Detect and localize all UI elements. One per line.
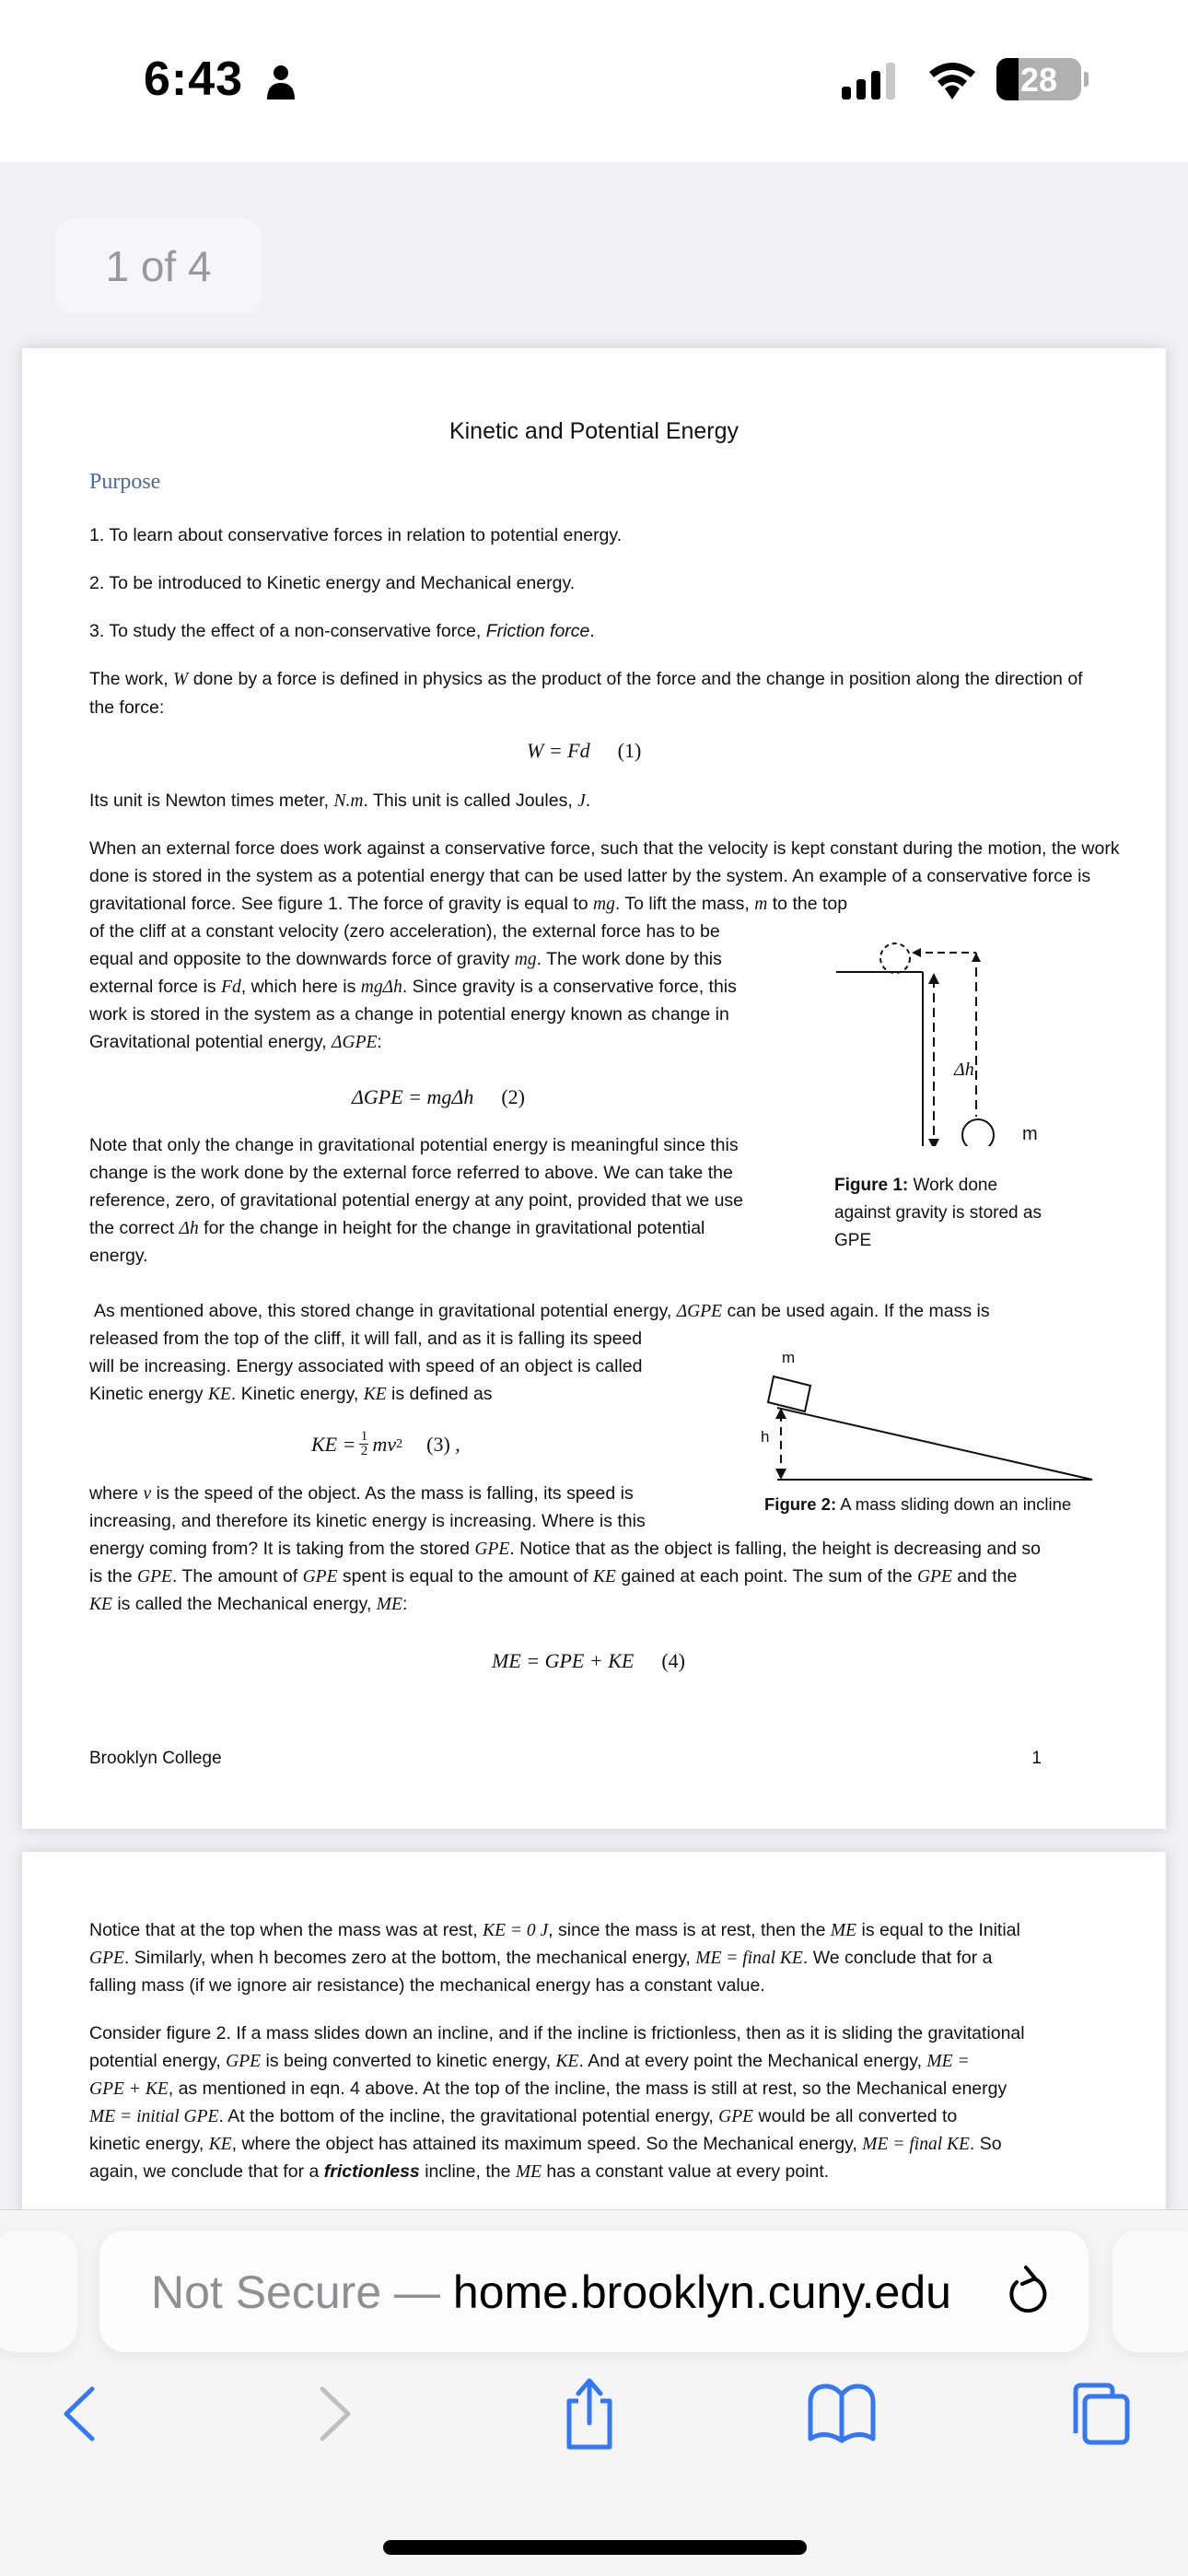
person-icon	[265, 64, 297, 100]
p2-para2-line-6: again, we conclude that for a frictionless incline, the ME has a constant value at every point.	[89, 2161, 830, 2182]
note-line-2: change is the work done by the external force referred to above. We can take the	[89, 1163, 733, 1183]
pdf-page-2	[22, 1852, 1166, 2220]
purpose-item-2: 2. To be introduced to Kinetic energy and Mechanical energy.	[89, 573, 576, 593]
p2-para1-line-2: GPE. Similarly, when h becomes zero at the bottom, the mechanical energy, ME = final KE. We conclude that for a	[89, 1948, 993, 1968]
conservative-line-6: external force is Fd, which here is mgΔh. Since gravity is a conservative force, this	[89, 977, 737, 997]
document-title: Kinetic and Potential Energy	[448, 418, 740, 444]
figure-1-mass-label: m	[1022, 1124, 1038, 1144]
conservative-paragraph: When an external force does work against a conservative force, such that the velocity is kept constant during the motion, the work done is stored in the system as a potential energy that can be used latter by the system. An example of a conservative force is gravitational force. See figure 1. The force of gravity is equal to mg. To lift the mass, m to the top	[89, 838, 1120, 914]
tabs-icon[interactable]	[1066, 2382, 1131, 2446]
ke-line-1: As mentioned above, this stored change in gravitational potential energy, ΔGPE can be used again. If the mass is	[94, 1301, 990, 1321]
figure-1-caption: Figure 1: Work done against gravity is stored as GPE	[834, 1176, 1042, 1250]
figure-2-incline-diagram	[740, 1352, 1109, 1500]
next-tab-preview[interactable]	[1112, 2231, 1188, 2352]
not-secure-label: Not Secure —	[151, 2266, 453, 2318]
ke-line-2: released from the top of the cliff, it will fall, and as it is falling its speed	[89, 1329, 643, 1349]
purpose-item-1: 1. To learn about conservative forces in relation to potential energy.	[89, 525, 623, 545]
equation-1: W = Fd (1)	[527, 739, 642, 762]
address-text[interactable]	[151, 2266, 951, 2319]
p2-para2-line-3: GPE + KE, as mentioned in eqn. 4 above. At the top of the incline, the mass is still at rest, so the Mechanical energy	[89, 2078, 1007, 2099]
unit-paragraph: Its unit is Newton times meter, N.m. This unit is called Joules, J.	[89, 790, 591, 811]
equation-2: ΔGPE = mgΔh (2)	[352, 1085, 525, 1108]
status-bar	[0, 0, 1188, 162]
p2-para2-line-5: kinetic energy, KE, where the object has attained its maximum speed. So the Mechanical energy, ME = final KE. So	[89, 2134, 1002, 2154]
page-indicator: 1 of 4	[55, 218, 262, 314]
page-footer-number: 1	[1031, 1749, 1042, 1768]
p2-para2-line-1: Consider figure 2. If a mass slides down an incline, and if the incline is frictionless, then as it is sliding the gravitational	[89, 2023, 1025, 2043]
speed-line-1: where v is the speed of the object. As the mass is falling, its speed is	[89, 1483, 634, 1504]
speed-line-3: energy coming from? It is taking from the stored GPE. Notice that as the object is falling, the height is decreasing and so	[89, 1539, 1041, 1559]
battery-icon	[996, 58, 1081, 100]
ke-line-3: will be increasing. Energy associated with speed of an object is called	[89, 1356, 643, 1376]
bookmarks-icon[interactable]	[807, 2382, 877, 2446]
back-chevron-icon[interactable]	[55, 2382, 101, 2446]
p2-para2-line-4: ME = initial GPE. At the bottom of the incline, the gravitational potential energy, GPE would be all converted to	[89, 2106, 958, 2126]
figure-2-caption: Figure 2: A mass sliding down an incline	[764, 1494, 1072, 1514]
purpose-item-3: 3. To study the effect of a non-conservative force, Friction force.	[89, 621, 595, 641]
conservative-line-8: Gravitational potential energy, ΔGPE:	[89, 1032, 382, 1052]
equation-3: KE = 1 2 mv 2 (3) ,	[311, 1429, 460, 1458]
speed-line-4: is the GPE. The amount of GPE spent is equal to the amount of KE gained at each point. The sum of the GPE and the	[89, 1566, 1018, 1587]
equation-4: ME = GPE + KE (4)	[492, 1649, 685, 1672]
conservative-line-5: equal and opposite to the downwards force of gravity mg. The work done by this	[89, 949, 722, 969]
reload-icon[interactable]	[1002, 2262, 1054, 2321]
battery-cap	[1084, 72, 1089, 87]
previous-tab-preview[interactable]	[0, 2231, 77, 2352]
forward-chevron-icon[interactable]	[313, 2382, 359, 2446]
figure-2-height-label: h	[761, 1428, 770, 1446]
figure-2-mass-label: m	[782, 1349, 796, 1366]
address-domain: home.brooklyn.cuny.edu	[452, 2266, 951, 2318]
p2-para2-line-2: potential energy, GPE is being converted to kinetic energy, KE. And at every point the Mechanical energy, ME =	[89, 2051, 970, 2071]
p2-para1-line-3: falling mass (if we ignore air resistance) the mechanical energy has a constant value.	[89, 1975, 765, 1996]
page-footer-institution: Brooklyn College	[89, 1749, 222, 1768]
note-line-4: the correct Δh for the change in height for the change in gravitational potential	[89, 1218, 705, 1238]
p2-para1-line-1: Notice that at the top when the mass was at rest, KE = 0 J, since the mass is at rest, then the ME is equal to the Initial	[89, 1920, 1020, 1940]
battery-level: 28	[1019, 61, 1058, 99]
note-line-5: energy.	[89, 1246, 148, 1266]
work-paragraph: The work, W done by a force is defined in physics as the product of the force and the change in position along the direction of the force:	[89, 669, 1083, 718]
speed-line-5: KE is called the Mechanical energy, ME:	[89, 1594, 408, 1614]
speed-line-2: increasing, and therefore its kinetic energy is increasing. Where is this	[89, 1511, 646, 1531]
conservative-line-7: work is stored in the system as a change in potential energy known as change in	[89, 1004, 729, 1025]
pdf-page-1	[22, 348, 1166, 1829]
ke-line-4: Kinetic energy KE. Kinetic energy, KE is defined as	[89, 1384, 493, 1404]
share-icon[interactable]	[560, 2377, 619, 2451]
home-indicator[interactable]	[383, 2540, 807, 2555]
conservative-line-4: of the cliff at a constant velocity (zero acceleration), the external force has to be	[89, 921, 720, 942]
address-bar[interactable]	[99, 2231, 1089, 2352]
figure-1-cliff-diagram	[833, 934, 1072, 1146]
status-time: 6:43	[144, 53, 244, 106]
purpose-heading: Purpose	[89, 470, 161, 494]
note-line-1: Note that only the change in gravitational potential energy is meaningful since this	[89, 1135, 739, 1155]
wifi-icon	[926, 59, 978, 100]
cellular-signal-icon	[842, 61, 906, 100]
note-line-3: reference, zero, of gravitational potential energy at any point, provided that we use	[89, 1190, 744, 1211]
figure-1-dh-label: Δh	[954, 1060, 974, 1080]
